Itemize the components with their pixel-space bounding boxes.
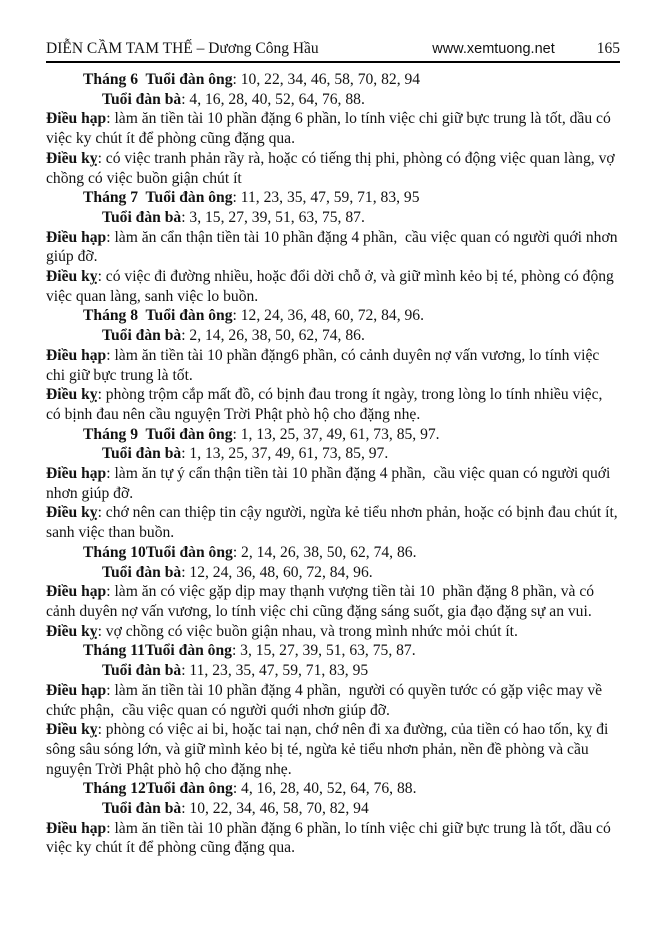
women-label: Tuổi đàn bà xyxy=(102,800,182,818)
dieu-hap-label: Điều hạp xyxy=(46,110,107,128)
dieu-hap-paragraph xyxy=(46,109,620,148)
dieu-ky-paragraph xyxy=(46,720,620,779)
website-url: www.xemtuong.net xyxy=(432,41,555,57)
men-ages-values: : 4, 16, 28, 40, 52, 64, 76, 88. xyxy=(232,780,417,798)
men-ages-values: : 3, 15, 27, 39, 51, 63, 75, 87. xyxy=(231,642,416,660)
dieu-hap-label: Điều hạp xyxy=(46,228,107,246)
dieu-ky-text: : có việc tranh phản rầy rà, hoặc có tiếng thị phi, phòng có động việc quan làng, vợ chồng có việc buồn giận chút ít xyxy=(46,149,619,187)
dieu-hap-text: : làm ăn tiền tài 10 phần đặng 6 phần, lo tính việc chi giữ bực trung là tốt, dầu có việc ky chút ít để phòng cũng đặng qua. xyxy=(46,819,615,857)
month-men-label: Tháng 11Tuổi đàn ông xyxy=(83,642,232,660)
month-heading-line xyxy=(46,779,620,799)
month-section xyxy=(46,188,620,306)
month-men-label: Tháng 9 Tuổi đàn ông xyxy=(83,425,233,443)
dieu-ky-text: : chớ nên can thiệp tin cậy người, ngừa kẻ tiểu nhơn phản, hoặc có bịnh đau chút ít, sanh việc than buồn. xyxy=(46,504,622,542)
month-heading-line xyxy=(46,425,620,445)
women-ages-line xyxy=(46,563,620,583)
dieu-ky-text: : phòng có việc ai bi, hoặc tai nạn, chớ nên đi xa đường, của tiền có hao tốn, kỵ đi sông sâu sóng lớn, và giữ mình kẻo bị té, ngừa kẻ tiểu nhơn phản, nền đề phòng và cầu nguyện Trời Phật phò hộ cho đặng nhẹ. xyxy=(46,721,613,778)
month-heading-line xyxy=(46,188,620,208)
dieu-hap-text: : làm ăn tiền tài 10 phần đặng 6 phần, lo tính việc chi giữ bực trung là tốt, dầu có việc ky chút ít để phòng cũng đặng qua. xyxy=(46,110,615,148)
dieu-hap-text: : làm ăn cẩn thận tiền tài 10 phần đặng 4 phần, cầu việc quan có người quới nhơn giúp đỡ. xyxy=(46,228,622,266)
dieu-ky-label: Điều kỵ xyxy=(46,622,98,640)
women-ages-values: : 2, 14, 26, 38, 50, 62, 74, 86. xyxy=(181,327,365,345)
month-section xyxy=(46,779,620,858)
women-label: Tuổi đàn bà xyxy=(102,662,182,680)
dieu-ky-label: Điều kỵ xyxy=(46,149,98,167)
dieu-hap-text: : làm ăn tiền tài 10 phần đặng6 phần, có cảnh duyên nợ vấn vương, lo tính việc chi giữ bực trung là tốt. xyxy=(46,346,604,384)
month-heading-line xyxy=(46,641,620,661)
women-ages-values: : 10, 22, 34, 46, 58, 70, 82, 94 xyxy=(181,800,369,818)
month-section xyxy=(46,641,620,779)
dieu-hap-label: Điều hạp xyxy=(46,583,107,601)
dieu-ky-label: Điều kỵ xyxy=(46,721,98,739)
month-men-label: Tháng 10Tuổi đàn ông xyxy=(83,543,233,561)
dieu-hap-paragraph xyxy=(46,346,620,385)
dieu-ky-paragraph xyxy=(46,149,620,188)
women-label: Tuổi đàn bà xyxy=(102,208,182,226)
dieu-hap-label: Điều hạp xyxy=(46,819,107,837)
month-section xyxy=(46,543,620,642)
month-men-label: Tháng 12Tuổi đàn ông xyxy=(83,780,233,798)
dieu-ky-paragraph xyxy=(46,385,620,424)
month-section xyxy=(46,425,620,543)
women-ages-values: : 12, 24, 36, 48, 60, 72, 84, 96. xyxy=(181,563,373,581)
page-number: 165 xyxy=(596,40,620,57)
women-ages-line xyxy=(46,90,620,110)
dieu-ky-paragraph xyxy=(46,503,620,542)
dieu-ky-paragraph xyxy=(46,267,620,306)
month-heading-line xyxy=(46,543,620,563)
dieu-ky-text: : phòng trộm cắp mất đồ, có bịnh đau trong ít ngày, trong lòng lo tính nhiều việc, có bịnh đau nên cầu nguyện Trời Phật phò hộ cho đặng nhẹ. xyxy=(46,386,607,423)
dieu-hap-paragraph xyxy=(46,819,620,858)
dieu-hap-paragraph xyxy=(46,582,620,621)
women-label: Tuổi đàn bà xyxy=(102,563,182,581)
women-ages-line xyxy=(46,661,620,681)
sections-container xyxy=(46,70,620,858)
dieu-ky-paragraph xyxy=(46,622,620,642)
book-title: DIỄN CẦM TAM THẾ – Dương Công Hầu xyxy=(46,40,319,57)
women-ages-line xyxy=(46,799,620,819)
month-men-label: Tháng 6 Tuổi đàn ông xyxy=(83,71,233,88)
women-label: Tuổi đàn bà xyxy=(102,90,182,108)
dieu-ky-label: Điều kỵ xyxy=(46,268,98,286)
dieu-hap-label: Điều hạp xyxy=(46,681,107,699)
dieu-hap-text: : làm ăn tiền tài 10 phần đặng 4 phần, người có quyền tước có gặp việc may về chức phận, cầu việc quan có người quới nhơn giúp đỡ. xyxy=(46,681,607,719)
dieu-hap-paragraph xyxy=(46,681,620,720)
men-ages-values: : 1, 13, 25, 37, 49, 61, 73, 85, 97. xyxy=(232,425,440,443)
month-section xyxy=(46,306,620,424)
dieu-ky-text: : vợ chồng có việc buồn giận nhau, và trong mình nhức mỏi chút ít. xyxy=(97,622,518,640)
dieu-hap-label: Điều hạp xyxy=(46,465,107,483)
women-ages-line xyxy=(46,326,620,346)
month-men-label: Tháng 8 Tuổi đàn ông xyxy=(83,307,233,325)
men-ages-values: : 12, 24, 36, 48, 60, 72, 84, 96. xyxy=(232,307,424,325)
women-label: Tuổi đàn bà xyxy=(102,445,182,463)
men-ages-values: : 2, 14, 26, 38, 50, 62, 74, 86. xyxy=(232,543,417,561)
month-section xyxy=(46,70,620,188)
women-ages-values: : 3, 15, 27, 39, 51, 63, 75, 87. xyxy=(181,208,365,226)
month-heading-line xyxy=(46,306,620,326)
women-label: Tuổi đàn bà xyxy=(102,327,182,345)
women-ages-line xyxy=(46,208,620,228)
men-ages-values: : 10, 22, 34, 46, 58, 70, 82, 94 xyxy=(232,71,421,88)
dieu-hap-label: Điều hạp xyxy=(46,346,107,364)
men-ages-values: : 11, 23, 35, 47, 59, 71, 83, 95 xyxy=(232,189,420,207)
women-ages-values: : 1, 13, 25, 37, 49, 61, 73, 85, 97. xyxy=(181,445,389,463)
dieu-hap-text: : làm ăn tự ý cẩn thận tiền tài 10 phần đặng 4 phần, cầu việc quan có người quới nhơn giúp đỡ. xyxy=(46,465,615,502)
header-right-group xyxy=(432,40,620,58)
dieu-ky-label: Điều kỵ xyxy=(46,504,98,522)
dieu-hap-paragraph xyxy=(46,228,620,267)
month-heading-line xyxy=(46,70,620,90)
women-ages-values: : 4, 16, 28, 40, 52, 64, 76, 88. xyxy=(181,90,365,108)
dieu-ky-text: : có việc đi đường nhiều, hoặc đổi dời chỗ ở, và giữ mình kẻo bị té, phòng có động việc quan làng, sanh việc lo buồn. xyxy=(46,268,618,305)
header-divider-rule xyxy=(46,61,620,63)
women-ages-line xyxy=(46,444,620,464)
month-men-label: Tháng 7 Tuổi đàn ông xyxy=(83,189,233,207)
page-header xyxy=(46,40,620,58)
dieu-ky-label: Điều kỵ xyxy=(46,386,98,404)
dieu-hap-paragraph xyxy=(46,464,620,503)
women-ages-values: : 11, 23, 35, 47, 59, 71, 83, 95 xyxy=(181,662,369,680)
dieu-hap-text: : làm ăn có việc gặp dịp may thạnh vượng tiền tài 10 phần đặng 8 phần, và có cảnh duyên nợ vấn vương, lo tính việc chi cũng đặng sáng suốt, gia đạo đặng sự an vui. xyxy=(46,583,598,620)
